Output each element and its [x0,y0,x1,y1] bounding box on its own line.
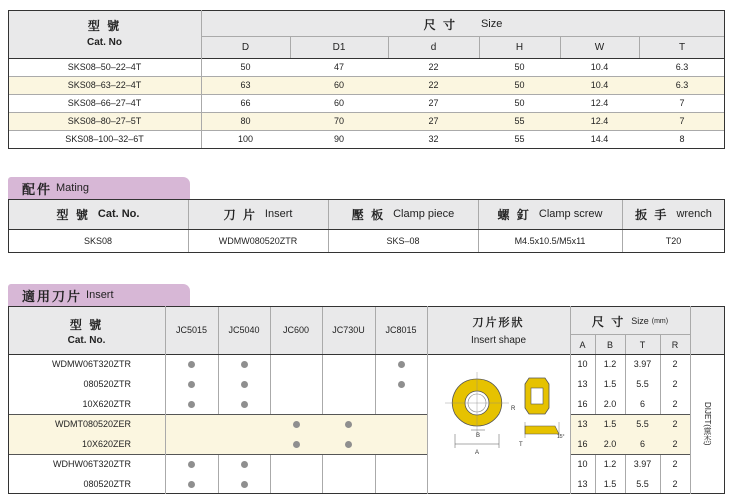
availability-dot [241,481,248,488]
availability-dot [293,441,300,448]
availability-dot [188,401,195,408]
grade-cell [375,454,427,474]
size-row-value: 10.4 [590,80,609,90]
size-row-divider [8,94,725,95]
col-divider [639,37,640,58]
dim-a-label: A [474,450,480,456]
grade-cell [165,434,218,454]
dim-t-label: T [519,442,523,448]
availability-dot [345,421,352,428]
grade-cell [270,434,322,454]
availability-dot [188,461,195,468]
size-header-en: Size [480,18,503,30]
size-col-header: T [678,42,686,53]
insert-row-cat: WDMT080520ZER [54,419,131,429]
size-row-value: 32 [428,134,439,144]
size-row-value: 22 [428,62,439,72]
maker-label-wrap [690,354,725,494]
mating-value: WDMW080520ZTR [218,235,298,246]
grade-col-header: JC5015 [175,325,208,335]
mating-col-header [478,199,622,229]
grade-cell [165,454,218,474]
insert-dim-value: 5.5 [636,379,649,389]
grade-cell [218,454,270,474]
insert-dim-value: 13 [577,419,588,429]
grade-cell [322,434,375,454]
size-row-value: 10.4 [590,62,609,72]
size-row-value: 7 [679,116,685,126]
dim-col-header: R [671,339,679,350]
grade-cell [165,374,218,394]
mating-col-header [328,199,478,229]
mating-tab-en: Mating [56,182,90,194]
availability-dot [188,361,195,368]
size-row-cat: SKS08–63–22–4T [67,80,142,90]
insert-dim-value: 2 [672,359,678,369]
insert-shape-drawing [433,364,569,460]
insert-dim-value: 16 [577,439,588,449]
angle-label: 15° [557,434,565,440]
insert-dim-value: 2.0 [603,439,617,449]
insert-dim-value: 10 [577,459,588,469]
size-row-value: 50 [514,62,525,72]
mating-col-header [622,199,725,229]
dim-col-header: T [639,339,646,350]
grade-cell [218,474,270,494]
size-row-value: 27 [428,116,439,126]
size-row-value: 14.4 [590,134,609,144]
cat-no-header [8,16,201,34]
insert-tab [8,284,190,306]
grade-cell [322,474,375,494]
availability-dot [241,401,248,408]
grade-cell [375,374,427,394]
mating-header-en: wrench [676,208,712,220]
insert-dim-value: 1.5 [603,479,617,489]
mating-tab [8,177,190,199]
grade-cell [375,474,427,494]
size-col-header: H [515,42,524,53]
grade-col-header: JC8015 [385,325,417,335]
grade-cell [270,354,322,374]
insert-cat-header-en-wrap [8,333,165,347]
availability-dot [241,361,248,368]
size-row-value: 70 [333,116,344,126]
dim-r-label: R [511,406,516,412]
size-row-value: 80 [240,116,251,126]
size-col-header: d [430,42,437,53]
size-row-value: 55 [514,116,525,126]
mating-divider [188,199,189,252]
mating-value: SKS–08 [386,235,420,246]
insert-size-unit: (mm) [651,317,669,325]
mating-header-cn: 型 號 [56,207,90,222]
insert-edge-view [525,422,559,438]
maker-label: DIJET(黨杰) [703,402,712,446]
mating-header-cn: 刀 片 [223,207,257,222]
grade-cell [322,394,375,414]
mating-header-cn: 壓 板 [351,207,386,222]
mating-header-cn: 扳 手 [635,207,669,222]
grade-cell [375,434,427,454]
size-row-cat: SKS08–50–22–4T [67,62,142,72]
size-row-value: 12.4 [590,98,609,108]
insert-dim-value: 1.5 [603,419,617,429]
insert-dim-value: 13 [577,379,588,389]
insert-row-cat: 080520ZTR [83,479,131,489]
size-header-cn: 尺 寸 [423,17,457,32]
insert-tab-en: Insert [86,289,114,301]
insert-dim-value: 5.5 [636,479,649,489]
grade-cell [218,414,270,434]
grade-cell [322,414,375,434]
cat-no-header-en [8,34,201,50]
dim-col-header: B [606,339,613,350]
insert-dim-value: 2 [672,399,678,409]
grade-col-header: JC5040 [228,325,260,335]
mating-value: SKS08 [83,235,113,246]
insert-dim-value: 2 [672,419,678,429]
col-divider [290,37,291,58]
insert-dim-value: 6 [639,399,645,409]
grade-cell [165,414,218,434]
mating-table [8,199,725,252]
insert-row-cat: 080520ZTR [83,379,131,389]
insert-size-header [570,310,690,332]
col-divider [479,37,480,58]
size-row-value: 66 [240,98,251,108]
mating-divider [328,199,329,252]
insert-row-cat: WDHW06T320ZTR [52,459,131,469]
insert-dim-value: 2 [672,379,678,389]
availability-dot [188,381,195,388]
insert-row-cat: WDMW06T320ZTR [51,359,131,369]
size-col-header: W [594,42,605,53]
availability-dot [188,481,195,488]
insert-cat-header-en: Cat. No. [67,334,106,346]
insert-dim-value: 2 [672,459,678,469]
size-row-value: 8 [679,134,685,144]
availability-dot [398,361,405,368]
mating-header-cn: 螺 釘 [497,207,531,222]
size-row-value: 22 [428,80,439,90]
insert-shape-header-en [427,332,570,348]
size-row-value: 90 [333,134,344,144]
grade-cell [375,414,427,434]
dim-b-label: B [475,433,481,439]
grade-cell [322,454,375,474]
insert-dim-value: 5.5 [636,419,649,429]
cat-no-header-en-text: Cat. No [87,36,122,48]
size-header [201,14,725,34]
grade-cell [165,354,218,374]
insert-shape-cn: 刀片形狀 [472,317,525,329]
insert-dim-value: 2.0 [603,399,617,409]
grade-cell [218,354,270,374]
availability-dot [241,461,248,468]
size-row-value: 55 [514,134,525,144]
size-row-value: 47 [333,62,344,72]
insert-tab-cn: 適用刀片 [22,288,83,304]
grade-col-header: JC600 [282,325,309,335]
insert-cat-header-cn: 型 號 [69,317,104,332]
col-divider [560,37,561,58]
insert-dim-value: 1.5 [603,379,617,389]
mating-header-en: Insert [264,208,293,220]
size-row-value: 50 [240,62,251,72]
insert-shape-en: Insert shape [470,334,527,346]
grade-cell [218,374,270,394]
grade-cell [270,454,322,474]
mating-tab-cn: 配件 [22,181,53,197]
insert-dim-value: 6 [639,439,645,449]
insert-dim-value: 3.97 [633,459,652,469]
size-row-value: 50 [514,80,525,90]
size-row-value: 50 [514,98,525,108]
grade-cell [270,414,322,434]
grade-col-header: JC730U [332,325,365,335]
size-row-value: 27 [428,98,439,108]
mating-col-header [188,199,328,229]
size-row-cat: SKS08–66–27–4T [67,98,142,108]
size-row-divider [8,112,725,113]
size-col-header: D1 [332,42,346,53]
grade-cell [375,354,427,374]
grade-cell [218,394,270,414]
grade-cell [322,354,375,374]
size-row-cat: SKS08–80–27–5T [67,116,142,126]
size-col-header: D [241,42,250,53]
availability-dot [398,381,405,388]
mating-divider [478,199,479,252]
insert-size-en: Size [631,316,649,326]
size-row-value: 12.4 [590,116,609,126]
mating-value: T20 [665,235,682,246]
availability-dot [241,381,248,388]
insert-dim-value: 2 [672,479,678,489]
grade-cell [322,374,375,394]
insert-dim-value: 1.2 [603,359,617,369]
mating-header-en: Clamp screw [538,208,603,220]
insert-side-view [525,378,549,414]
mating-value: M4.5x10.5/M5x11 [514,235,586,246]
size-row-divider [8,130,725,131]
size-row-value: 6.3 [675,62,689,72]
insert-row-cat: 10X620ZTR [82,399,131,409]
grade-cell [270,474,322,494]
size-row-value: 6.3 [675,80,689,90]
size-row-value: 60 [333,80,344,90]
grade-cell [165,474,218,494]
insert-dim-value: 2 [672,439,678,449]
insert-dim-value: 16 [577,399,588,409]
size-row-value: 63 [240,80,251,90]
grade-cell [375,394,427,414]
grade-cell [270,374,322,394]
mating-divider [622,199,623,252]
insert-dim-value: 10 [577,359,588,369]
insert-row-cat: 10X620ZER [81,439,131,449]
size-row-value: 100 [237,134,254,144]
dim-col-header: A [579,339,586,350]
grade-cell [218,434,270,454]
grade-cell [165,394,218,414]
availability-dot [293,421,300,428]
insert-shape-header-cn [427,314,570,330]
availability-dot [345,441,352,448]
mating-col-header [8,199,188,229]
cat-no-header-cn: 型 號 [87,18,122,33]
size-row-divider [8,76,725,77]
mating-header-en: Clamp piece [393,208,455,220]
size-table [8,10,725,148]
insert-dim-value: 1.2 [603,459,617,469]
mating-header-en: Cat. No. [97,208,140,220]
size-row-cat: SKS08–100–32–6T [65,134,144,144]
insert-cat-header [8,316,165,332]
insert-header-blank [690,306,725,354]
insert-size-cn: 尺 寸 [591,314,626,329]
size-row-value: 7 [679,98,685,108]
size-row-value: 60 [333,98,344,108]
insert-dim-value: 3.97 [633,359,652,369]
insert-dim-value: 13 [577,479,588,489]
insert-table [8,306,725,494]
col-divider [388,37,389,58]
grade-cell [270,394,322,414]
